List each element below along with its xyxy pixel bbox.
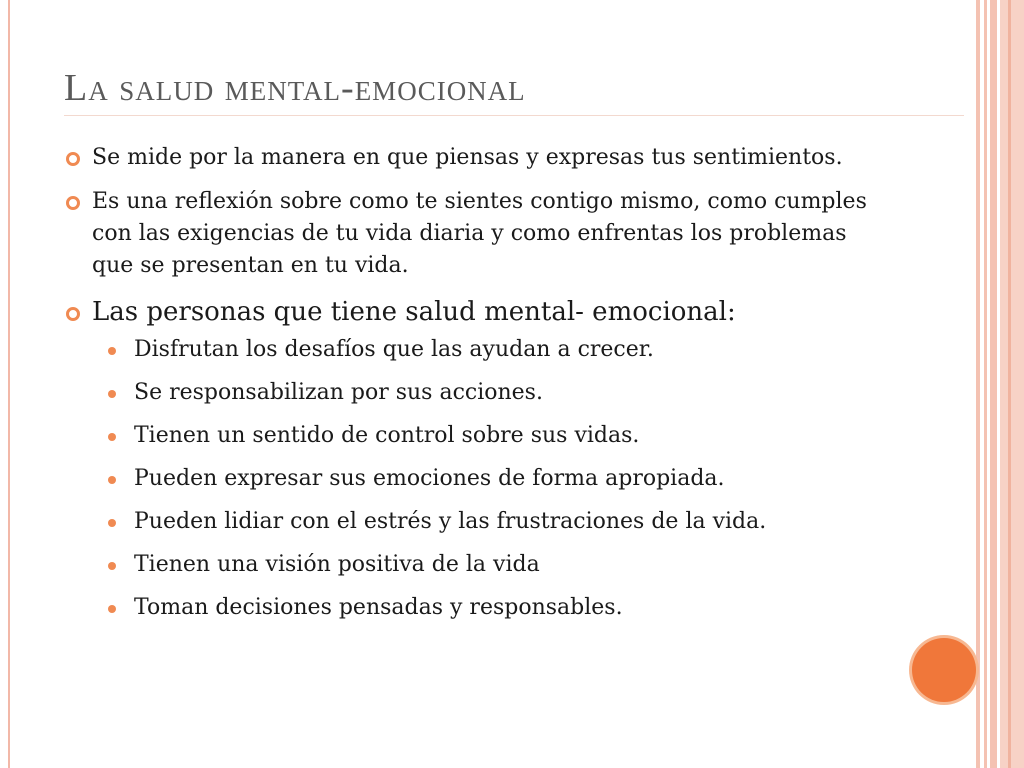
decorative-circle <box>912 638 976 702</box>
left-frame-line <box>8 0 10 768</box>
dot-bullet-icon <box>108 390 116 398</box>
right-frame-stripe <box>976 0 980 768</box>
right-frame-stripe <box>1008 0 1011 768</box>
bullet-text: Es una reflexión sobre como te sientes contigo mismo, como cumples con las exigencias de tu vida diaria y como enfrentas los problemas que se presentan en tu vida. <box>92 189 867 278</box>
bullet-item <box>64 142 884 174</box>
dot-bullet-icon <box>108 519 116 527</box>
sub-bullet-item <box>64 594 884 622</box>
sub-bullet-item <box>64 422 884 450</box>
sub-bullet-text: Pueden expresar sus emociones de forma apropiada. <box>134 466 725 491</box>
dot-bullet-icon <box>108 347 116 355</box>
sub-bullet-text: Tienen una visión positiva de la vida <box>134 552 540 577</box>
sub-bullet-text: Se responsabilizan por sus acciones. <box>134 380 543 405</box>
bullet-heading <box>64 294 884 330</box>
sub-bullet-text: Tienen un sentido de control sobre sus vidas. <box>134 423 640 448</box>
right-frame-stripe <box>1000 0 1024 768</box>
ring-bullet-icon <box>66 152 80 166</box>
dot-bullet-icon <box>108 476 116 484</box>
dot-bullet-icon <box>108 433 116 441</box>
slide-title: La salud mental-emocional <box>64 67 526 109</box>
ring-bullet-icon <box>66 307 80 321</box>
sub-bullet-text: Pueden lidiar con el estrés y las frustraciones de la vida. <box>134 509 767 534</box>
slide-content <box>64 142 884 637</box>
sub-bullet-item <box>64 336 884 364</box>
bullet-heading-text: Las personas que tiene salud mental- emocional: <box>92 297 736 327</box>
ring-bullet-icon <box>66 196 80 210</box>
sub-bullet-item <box>64 551 884 579</box>
sub-bullet-text: Disfrutan los desafíos que las ayudan a crecer. <box>134 337 654 362</box>
right-frame-stripe <box>984 0 987 768</box>
sub-bullet-text: Toman decisiones pensadas y responsables. <box>134 595 623 620</box>
dot-bullet-icon <box>108 605 116 613</box>
right-frame-stripe <box>990 0 997 768</box>
sub-bullet-item <box>64 379 884 407</box>
bullet-text: Se mide por la manera en que piensas y expresas tus sentimientos. <box>92 145 843 170</box>
sub-bullet-item <box>64 465 884 493</box>
sub-bullet-item <box>64 508 884 536</box>
dot-bullet-icon <box>108 562 116 570</box>
title-divider <box>64 115 964 116</box>
bullet-item <box>64 186 884 282</box>
